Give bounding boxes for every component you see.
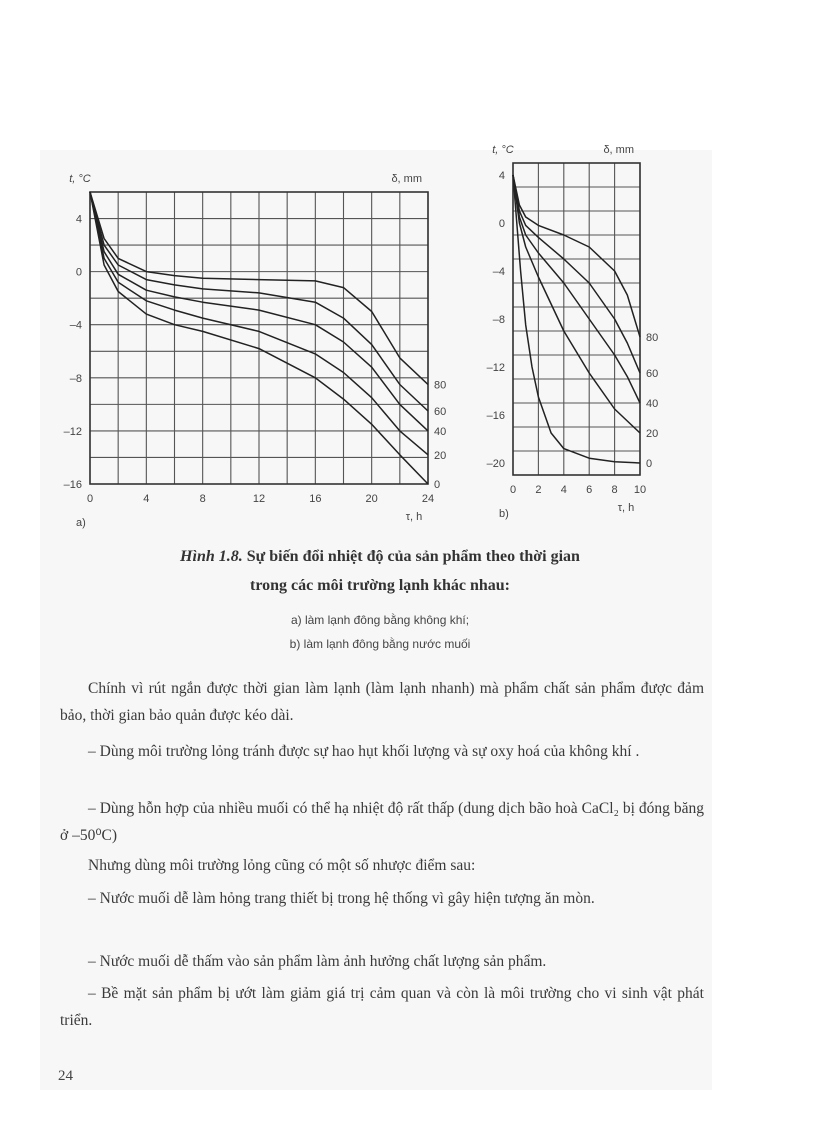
series-label-20: 20	[434, 449, 447, 462]
paragraph: Chính vì rút ngắn được thời gian làm lạnh (làm lạnh nhanh) mà phẩm chất sản phẩm được đảm bảo, thời gian bảo quản được kéo dài.	[60, 680, 704, 724]
x-tick-label: 20	[365, 493, 378, 505]
y-tick-label: 4	[498, 170, 505, 182]
panel-label: b)	[499, 508, 509, 520]
series-label-0: 0	[434, 479, 441, 491]
series-label-40: 40	[646, 398, 659, 410]
paragraph: – Bề mặt sản phẩm bị ướt làm giảm giá trị cảm quan và còn là môi trường cho vi sinh vật phát triển.	[60, 985, 704, 1029]
y-tick-label: –20	[486, 458, 505, 470]
paragraph: – Dùng môi trường lỏng tránh được sự hao hụt khối lượng và sự oxy hoá của không khí .	[88, 743, 640, 760]
chart-panel-b	[513, 163, 640, 475]
figure-caption-line2: trong các môi trường lạnh khác nhau:	[250, 577, 510, 594]
figure-caption-line1	[60, 548, 700, 566]
y-axis-label: t, °C	[69, 173, 91, 185]
figure-caption-sub-b: b) làm lạnh đông bằng nước muối	[289, 637, 471, 651]
y-tick-label: –12	[63, 425, 82, 438]
series-label-20: 20	[646, 428, 659, 440]
paragraph: – Nước muối dễ làm hỏng trang thiết bị trong hệ thống vì gây hiện tượng ăn mòn.	[88, 890, 595, 907]
figure-caption-sub-a: a) làm lạnh đông bằng không khí;	[290, 613, 470, 627]
series-line-60	[513, 175, 640, 373]
series-line-20	[513, 175, 640, 433]
x-tick-label: 24	[421, 493, 435, 505]
x-tick-label: 2	[535, 484, 542, 496]
series-label-60: 60	[434, 406, 447, 418]
series-axis-label: δ, mm	[391, 173, 422, 185]
series-label-0: 0	[646, 458, 653, 470]
y-tick-label: –12	[486, 362, 505, 374]
figure-caption-label: Hình 1.8.	[180, 548, 243, 565]
x-tick-label: 12	[252, 493, 266, 505]
series-axis-label: δ, mm	[603, 144, 634, 156]
y-tick-label: –16	[63, 479, 82, 491]
y-tick-label: 4	[75, 213, 82, 226]
series-line-80	[513, 175, 640, 337]
x-tick-label: 4	[560, 484, 567, 496]
y-tick-label: –16	[486, 410, 505, 422]
plot-frame	[513, 163, 640, 475]
page-number: 24	[58, 1068, 73, 1084]
x-tick-label: 8	[611, 484, 618, 496]
x-tick-label: 10	[633, 484, 647, 496]
x-tick-label: 4	[143, 493, 150, 505]
x-tick-label: 8	[199, 493, 206, 505]
panel-label: a)	[76, 517, 86, 529]
y-tick-label: –8	[69, 372, 82, 385]
paragraph: Nhưng dùng môi trường lỏng cũng có một số nhược điểm sau:	[88, 857, 476, 874]
series-label-80: 80	[434, 379, 447, 392]
series-label-80: 80	[646, 332, 659, 344]
figure-caption-title: Sự biến đổi nhiệt độ của sản phẩm theo thời gian	[246, 548, 580, 565]
series-label-60: 60	[646, 368, 659, 380]
series-label-40: 40	[434, 425, 447, 438]
x-tick-label: 16	[309, 493, 322, 505]
y-tick-label: –4	[69, 319, 82, 332]
y-tick-label: –4	[492, 266, 505, 278]
y-tick-label: 0	[498, 218, 505, 230]
x-tick-label: 0	[509, 484, 517, 496]
y-tick-label: 0	[75, 266, 82, 279]
x-axis-label: τ, h	[617, 502, 635, 514]
chart-panel-a	[90, 192, 428, 484]
x-axis-label: τ, h	[405, 511, 423, 523]
x-tick-label: 6	[586, 484, 593, 496]
y-axis-label: t, °C	[492, 144, 514, 156]
x-tick-label: 0	[86, 493, 94, 505]
y-tick-label: –8	[492, 314, 505, 326]
figure-charts	[0, 0, 816, 540]
paragraph: – Nước muối dễ thấm vào sản phẩm làm ảnh hưởng chất lượng sản phẩm.	[88, 953, 547, 970]
paragraph: – Dùng hỗn hợp của nhiều muối có thể hạ nhiệt độ rất thấp (dung dịch bão hoà CaCl₂ bị đóng băng ở –50⁰C)	[60, 800, 704, 844]
series-line-0	[513, 175, 640, 463]
